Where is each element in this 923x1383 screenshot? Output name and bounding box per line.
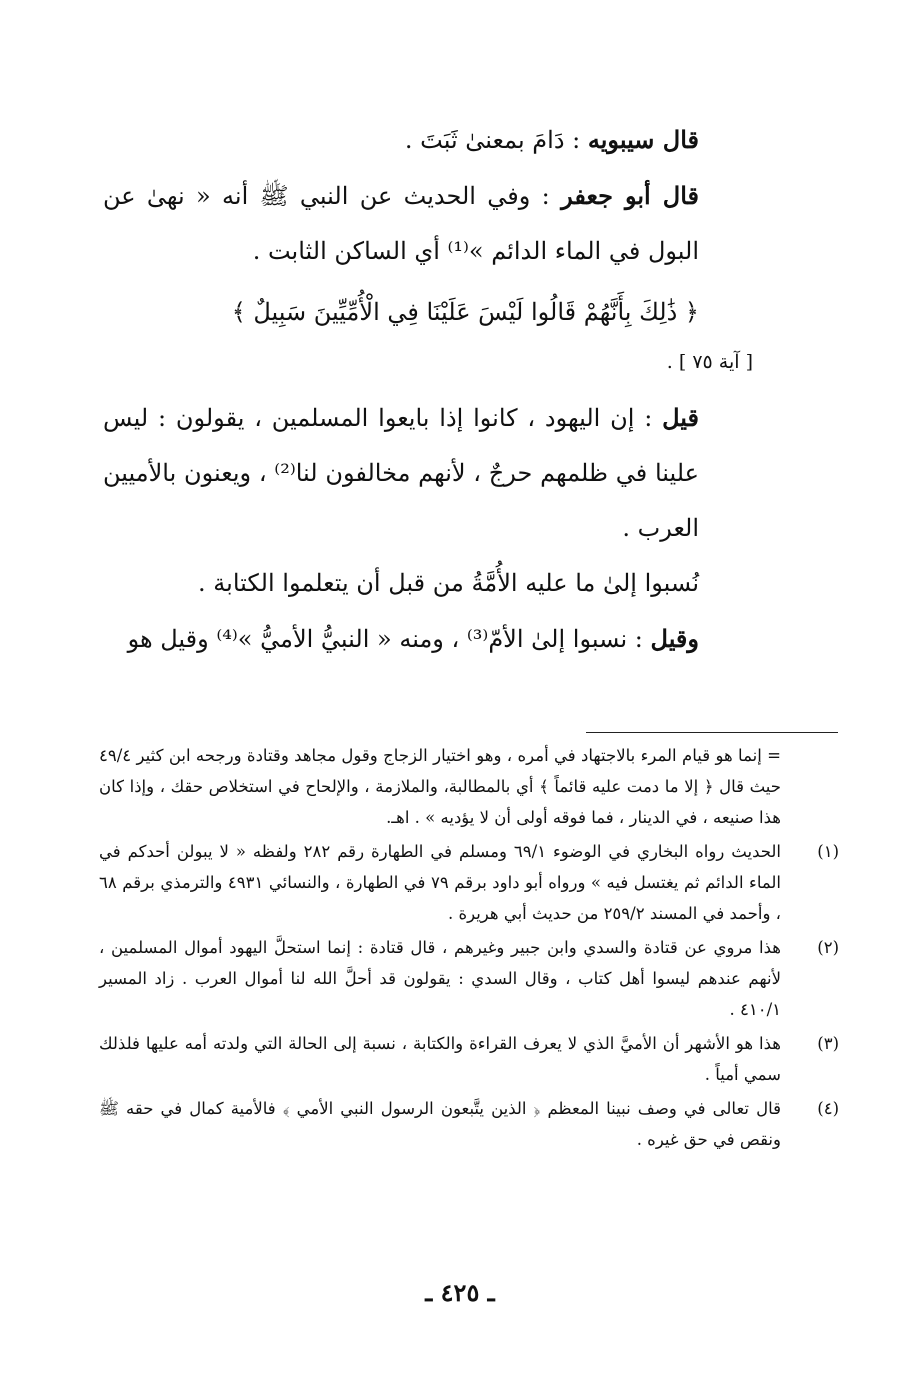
quran-verse: ﴿ ذَٰلِكَ بِأَنَّهُمْ قَالُوا لَيْسَ عَلَيْنَا فِي الْأُمِّيِّينَ سَبِيلٌ ﴾ bbox=[231, 298, 699, 326]
ayah-reference: [ آية ٧٥ ] . bbox=[666, 351, 753, 373]
footnote-2 bbox=[99, 932, 839, 1025]
footnote-4 bbox=[99, 1093, 839, 1155]
footnote-number: (٤) bbox=[817, 1099, 839, 1118]
page-number: ـ ٤٢٥ ـ bbox=[425, 1278, 495, 1307]
paragraph-qila-umm bbox=[103, 611, 753, 667]
speaker-label: قال أبو جعفر bbox=[561, 181, 699, 210]
paragraph-text: : نسبوا إلىٰ الأمّ⁽³⁾ ، ومنه « النبيُّ الأميُّ »⁽⁴⁾ وقيل هو bbox=[127, 625, 651, 653]
footnote-number: (٢) bbox=[817, 938, 839, 957]
speaker-label: قيل bbox=[662, 403, 699, 432]
paragraph-text: : وفي الحديث عن النبي ﷺ أنه « نهىٰ عن البول في الماء الدائم »⁽¹⁾ أي الساكن الثابت . bbox=[103, 182, 699, 265]
footnote-number: (١) bbox=[817, 842, 839, 861]
footnote-1 bbox=[99, 836, 839, 929]
paragraph-sibawayh bbox=[103, 112, 753, 168]
paragraph-text: : إن اليهود ، كانوا إذا بايعوا المسلمين ، يقولون : ليس علينا في ظلمهم حرجٌ ، لأنهم مخالفون لنا⁽²⁾ ، ويعنون بالأميين العرب . bbox=[103, 404, 700, 542]
footnote-divider bbox=[586, 732, 838, 733]
footnote-text: = إنما هو قيام المرء بالاجتهاد في أمره ، وهو اختيار الزجاج وقول مجاهد وقتادة ورجحه ابن كثير ٤٩/٤ حيث قال ﴿ إلا ما دمت عليه قائماً ﴾ أي بالمطالبة، والملازمة ، والإلحاح في استخلاص حقك ، وإذا كان هذا صنيعه ، في الدينار ، فما فوقه أولى أن لا يؤديه » . اهـ. bbox=[99, 746, 781, 827]
paragraph-text: : دَامَ بمعنىٰ ثَبَتَ . bbox=[404, 126, 588, 154]
paragraph-qila-jews bbox=[103, 390, 753, 556]
footnote-text: هذا مروي عن قتادة والسدي وابن جبير وغيرهم ، قال قتادة : إنما استحلَّ اليهود أموال المسلمين ، لأنهم عندهم ليسوا أهل كتاب ، وقال السدي : يقولون قد أحلَّ الله لنا أموال العرب . زاد المسير ٤١٠/١ . bbox=[99, 938, 781, 1019]
paragraph-abu-jafar bbox=[103, 168, 753, 279]
footnote-text: قال تعالى في وصف نبينا المعظم ﴿ الذين يتَّبعون الرسول النبي الأمي ﴾ فالأمية كمال في حقه ﷺ ونقص في حق غيره . bbox=[99, 1099, 781, 1149]
footnote-number: (٣) bbox=[817, 1034, 839, 1053]
footnote-3 bbox=[99, 1028, 839, 1090]
footnotes bbox=[99, 740, 839, 1158]
main-text bbox=[103, 112, 753, 667]
footnote-continuation bbox=[99, 740, 839, 833]
footnote-text: الحديث رواه البخاري في الوضوء ٦٩/١ ومسلم في الطهارة رقم ٢٨٢ ولفظه « لا يبولن أحدكم في الماء الدائم ثم يغتسل فيه » ورواه أبو داود برقم ٧٩ في الطهارة ، والنسائي ٤٩٣١ والترمذي برقم ٦٨ ، وأحمد في المسند ٢٥٩/٢ من حديث أبي هريرة . bbox=[99, 842, 781, 923]
footnote-text: هذا هو الأشهر أن الأميَّ الذي لا يعرف القراءة والكتابة ، نسبة إلى الحالة التي ولدته أمه عليها فلذلك سمي أمياً . bbox=[99, 1034, 781, 1084]
speaker-label: قال سيبويه bbox=[587, 125, 699, 154]
speaker-label: وقيل bbox=[650, 624, 699, 653]
paragraph-ummah: نُسبوا إلىٰ ما عليه الأُمَّةُ من قبل أن يتعلموا الكتابة . bbox=[198, 569, 699, 597]
